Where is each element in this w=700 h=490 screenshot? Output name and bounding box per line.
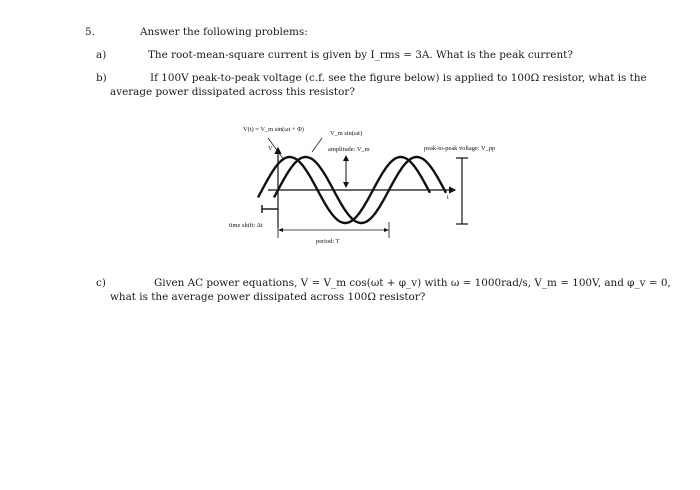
amplitude-arrowhead-bottom — [343, 182, 349, 188]
time-shift-label: time shift: Δt — [229, 222, 263, 229]
period-arrowhead-left — [278, 228, 283, 232]
part-b-label: b) — [96, 72, 107, 84]
part-b-text-line2: average power dissipated across this resistor? — [110, 86, 355, 98]
problem-heading: Answer the following problems: — [140, 26, 308, 38]
part-a-label: a) — [96, 49, 107, 61]
amplitude-arrowhead-top — [343, 155, 349, 161]
eq-shifted-label: V(t) = V_m sin(ωt + Φ) — [243, 126, 304, 133]
t-axis-label: t — [447, 194, 449, 201]
part-c-text-line2: what is the average power dissipated across 100Ω resistor? — [110, 291, 426, 303]
problem-number: 5. — [85, 26, 95, 38]
part-c-label: c) — [96, 277, 106, 289]
part-b-text-line1: If 100V peak-to-peak voltage (c.f. see the figure below) is applied to 100Ω resistor, what is the — [150, 72, 647, 84]
amplitude-label: amplitude: V_m — [328, 146, 370, 153]
eq-ref-leader — [312, 138, 322, 152]
part-a-text: The root-mean-square current is given by I_rms = 3A. What is the peak current? — [148, 49, 573, 61]
eq-ref-label: V_m sin(ωt) — [330, 130, 363, 137]
period-label: period: T — [316, 238, 340, 245]
peak-to-peak-label: peak-to-peak voltage: V_pp — [424, 145, 496, 152]
part-c-text-line1: Given AC power equations, V = V_m cos(ωt + φ_v) with ω = 1000rad/s, V_m = 100V, and φ_v = 0, — [154, 277, 671, 289]
period-arrowhead-right — [384, 228, 389, 232]
v-axis-label: V — [268, 145, 273, 152]
